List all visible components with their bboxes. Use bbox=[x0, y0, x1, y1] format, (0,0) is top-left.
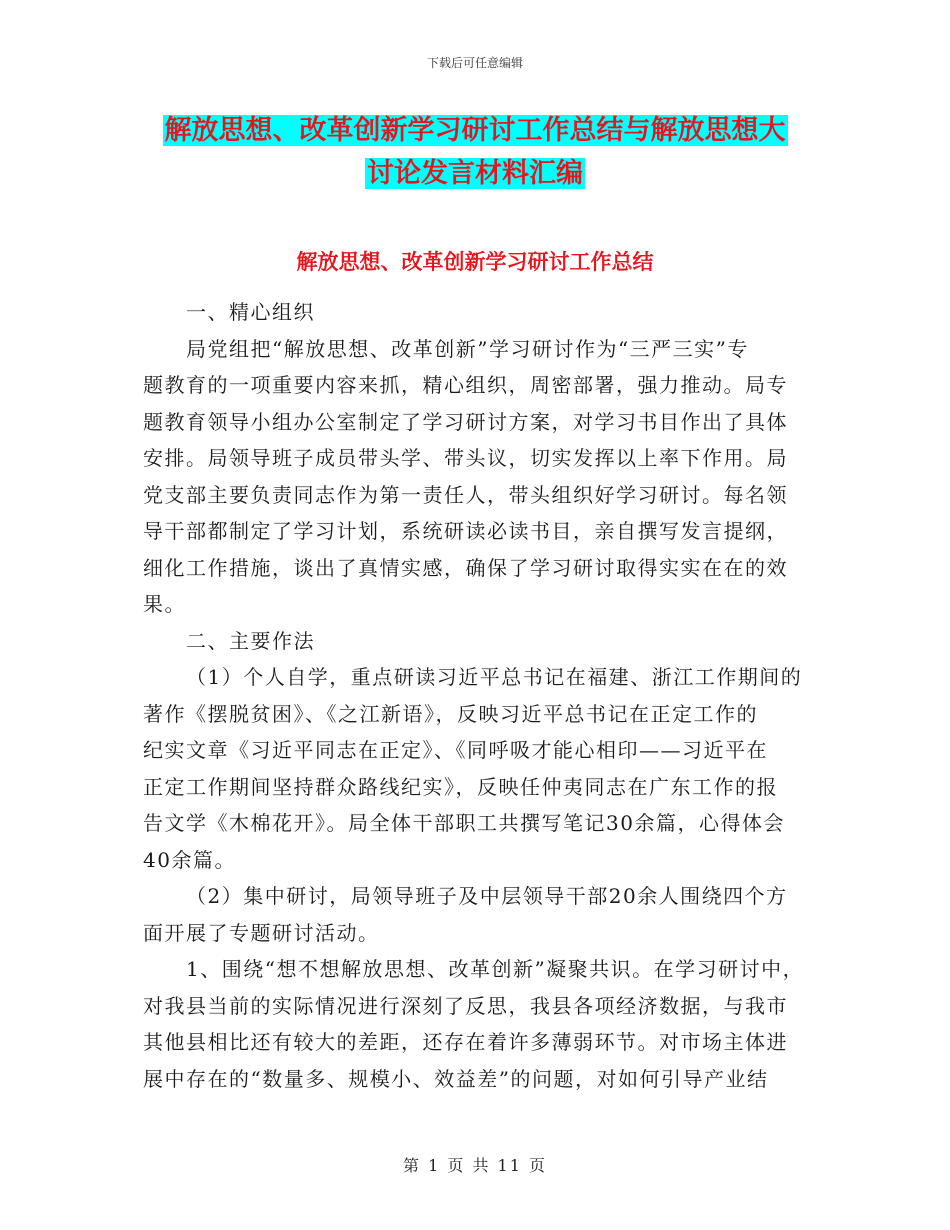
paragraph-line: 40余篇。 bbox=[143, 847, 236, 872]
document-title-line-2 bbox=[0, 154, 950, 194]
paragraph-line: 细化工作措施，谈出了真情实感，确保了学习研讨取得实实在在的效 bbox=[143, 555, 788, 580]
heading-main-practices: 二、主要作法 bbox=[186, 628, 315, 653]
paragraph-line: （1）个人自学，重点研读习近平总书记在福建、浙江工作期间的 bbox=[186, 665, 803, 689]
page-header-note: 下载后可任意编辑 bbox=[426, 56, 523, 70]
paragraph-line: 果。 bbox=[143, 592, 186, 616]
paragraph-line: 安排。局领导班子成员带头学、带头议，切实发挥以上率下作用。局 bbox=[143, 446, 788, 470]
paragraph-line: 面开展了专题研讨活动。 bbox=[143, 920, 380, 945]
paragraph-line: 导干部都制定了学习计划，系统研读必读书目，亲自撰写发言提纲， bbox=[143, 519, 788, 543]
body-text bbox=[143, 294, 823, 1097]
paragraph-line: 其他县相比还有较大的差距，还存在着许多薄弱环节。对市场主体进 bbox=[143, 1030, 788, 1054]
paragraph-line: 对我县当前的实际情况进行深刻了反思，我县各项经济数据，与我市 bbox=[143, 993, 788, 1018]
section-title: 解放思想、改革创新学习研讨工作总结 bbox=[296, 249, 654, 274]
paragraph-line: 题教育领导小组办公室制定了学习研讨方案，对学习书目作出了具体 bbox=[143, 409, 788, 434]
paragraph-line: 局党组把“解放思想、改革创新”学习研讨作为“三严三实”专 bbox=[186, 336, 749, 361]
paragraph-line: （2）集中研讨，局领导班子及中层领导干部20余人围绕四个方 bbox=[186, 884, 788, 908]
document-title-line-1 bbox=[0, 111, 950, 151]
title-line-2-text: 讨论发言材料汇编 bbox=[367, 158, 583, 189]
paragraph-line: 1、围绕“想不想解放思想、改革创新”凝聚共识。在学习研讨中， bbox=[186, 957, 805, 981]
paragraph-line: 题教育的一项重要内容来抓，精心组织，周密部署，强力推动。局专 bbox=[143, 373, 788, 397]
title-line-1-text: 解放思想、改革创新学习研讨工作总结与解放思想大 bbox=[164, 115, 786, 146]
paragraph-line: 纪实文章《习近平同志在正定》、《同呼吸才能心相印——习近平在 bbox=[143, 738, 768, 762]
paragraph-line: 著作《摆脱贫困》、《之江新语》，反映习近平总书记在正定工作的 bbox=[143, 701, 758, 726]
paragraph-line: 告文学《木棉花开》。局全体干部职工共撰写笔记30余篇，心得体会 bbox=[143, 811, 785, 835]
paragraph-line: 展中存在的“数量多、规模小、效益差”的问题，对如何引导产业结 bbox=[143, 1066, 769, 1091]
heading-organize: 一、精心组织 bbox=[186, 300, 315, 324]
paragraph-line: 正定工作期间坚持群众路线纪实》，反映任仲夷同志在广东工作的报 bbox=[143, 774, 778, 799]
page-number: 第 1 页 共 11 页 bbox=[403, 1156, 547, 1175]
paragraph-line: 党支部主要负责同志作为第一责任人，带头组织好学习研讨。每名领 bbox=[143, 482, 788, 507]
